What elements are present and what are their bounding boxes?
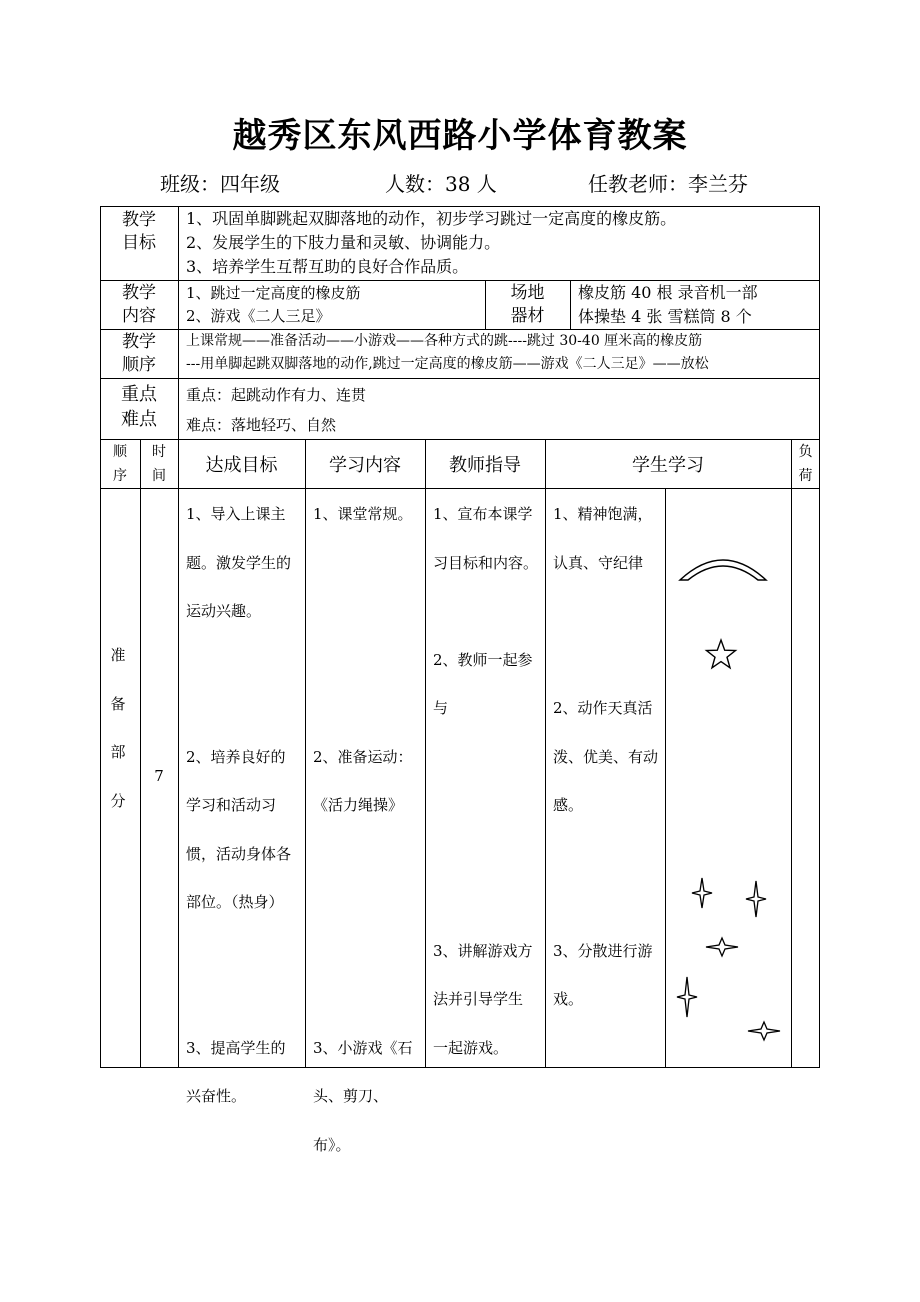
content-line: 《活力绳操》 bbox=[313, 796, 404, 814]
goal-item: 2、发展学生的下肢力量和灵敏、协调能力。 bbox=[186, 233, 501, 252]
teacher-line: 法并引导学生 bbox=[433, 990, 524, 1008]
goal-line: 惯，活动身体各 bbox=[186, 844, 292, 863]
keypoint-difficulty: 难点：落地轻巧、自然 bbox=[186, 416, 337, 434]
content-line: 3、小游戏《石 bbox=[313, 1038, 413, 1057]
sparkle-icon bbox=[677, 977, 697, 1017]
venue-divider bbox=[570, 280, 571, 329]
load-header: 负 荷 bbox=[798, 444, 813, 484]
equipment-item: 体操垫 4 张 雪糕筒 8 个 bbox=[578, 307, 752, 326]
goal-header: 达成目标 bbox=[205, 455, 278, 476]
content-header: 学习内容 bbox=[329, 455, 401, 476]
goal-line: 部位。（热身） bbox=[186, 893, 284, 911]
student-line: 认真、守纪律 bbox=[553, 553, 644, 572]
column-divider bbox=[791, 439, 792, 1068]
goals-label: 教学 目标 bbox=[122, 210, 156, 253]
teacher-line: 与 bbox=[433, 699, 449, 717]
row-divider bbox=[100, 488, 820, 489]
sequence-line: ---用单脚起跳双脚落地的动作,跳过一定高度的橡皮筋——游戏《二人三足》——放松 bbox=[186, 356, 709, 372]
student-line: 1、精神饱满， bbox=[553, 505, 653, 523]
content-column bbox=[313, 490, 413, 1169]
goal-column bbox=[186, 490, 291, 1121]
keypoints-label: 重点 难点 bbox=[121, 384, 157, 430]
teacher-header: 教师指导 bbox=[449, 455, 521, 476]
content-item: 1、跳过一定高度的橡皮筋 bbox=[186, 284, 361, 302]
content-line: 布》。 bbox=[313, 1135, 351, 1154]
goal-line: 学习和活动习 bbox=[186, 796, 277, 814]
sparkle-icon bbox=[706, 938, 738, 956]
goal-line: 3、提高学生的 bbox=[186, 1038, 286, 1057]
sparkle-icon bbox=[692, 878, 712, 908]
equipment-item: 橡皮筋 40 根 录音机一部 bbox=[578, 283, 758, 302]
order-header: 顺 序 bbox=[113, 444, 127, 484]
content-label: 教学 内容 bbox=[122, 283, 156, 326]
content-line: 1、课堂常规。 bbox=[313, 505, 413, 523]
teacher-line: 3、讲解游戏方 bbox=[433, 941, 533, 960]
content-item: 2、游戏《二人三足》 bbox=[186, 307, 331, 325]
student-column bbox=[553, 490, 658, 1024]
teacher-line: 习目标和内容。 bbox=[433, 553, 539, 572]
time-header: 时 间 bbox=[152, 444, 166, 484]
goal-line: 运动兴趣。 bbox=[186, 602, 262, 620]
column-divider bbox=[545, 439, 546, 1068]
content-line: 头、剪刀、 bbox=[313, 1087, 389, 1105]
count-label: 人数：38 人 bbox=[385, 172, 497, 196]
sparkle-icon bbox=[746, 881, 766, 917]
goal-line: 2、培养良好的 bbox=[186, 747, 286, 766]
teacher-line: 1、宣布本课学 bbox=[433, 505, 533, 523]
column-divider bbox=[178, 439, 179, 1068]
teacher-label: 任教老师：李兰芬 bbox=[588, 172, 748, 196]
sequence-label: 教学 顺序 bbox=[122, 332, 156, 375]
goal-line: 1、导入上课主 bbox=[186, 505, 286, 523]
student-line: 泼、优美、有动 bbox=[553, 747, 659, 766]
goal-line: 兴奋性。 bbox=[186, 1087, 247, 1105]
student-line: 戏。 bbox=[553, 990, 584, 1008]
sparkle-icon bbox=[748, 1022, 780, 1040]
label-column-divider bbox=[178, 206, 179, 439]
page-title: 越秀区东风西路小学体育教案 bbox=[232, 116, 688, 156]
star-icon bbox=[705, 639, 737, 669]
sequence-line: 上课常规——准备活动——小游戏——各种方式的跳----跳过 30-40 厘米高的橡皮筋 bbox=[186, 333, 703, 349]
venue-label: 场地 器材 bbox=[510, 283, 545, 326]
teacher-line: 2、教师一起参 bbox=[433, 650, 533, 669]
teacher-line: 一起游戏。 bbox=[433, 1038, 509, 1057]
goal-item: 1、巩固单脚跳起双脚落地的动作，初步学习跳过一定高度的橡皮筋。 bbox=[186, 209, 677, 228]
teacher-column bbox=[433, 490, 538, 1072]
row-divider bbox=[100, 378, 820, 379]
class-label: 班级：四年级 bbox=[160, 172, 280, 196]
keypoint-key: 重点：起跳动作有力、连贯 bbox=[186, 386, 367, 404]
column-divider bbox=[425, 439, 426, 1068]
column-divider bbox=[305, 439, 306, 1068]
arc-formation-icon bbox=[676, 558, 771, 588]
goal-item: 3、培养学生互帮互助的良好合作品质。 bbox=[186, 257, 469, 276]
student-line: 感。 bbox=[553, 796, 584, 814]
goal-line: 题。激发学生的 bbox=[186, 553, 292, 572]
section-time: 7 bbox=[154, 767, 164, 785]
column-divider bbox=[665, 488, 666, 1068]
content-line: 2、准备运动： bbox=[313, 747, 413, 766]
student-line: 2、动作天真活 bbox=[553, 699, 653, 717]
row-divider bbox=[100, 439, 820, 440]
section-name: 准 备 部 分 bbox=[110, 646, 126, 810]
student-line: 3、分散进行游 bbox=[553, 941, 653, 960]
student-header: 学生学习 bbox=[632, 455, 704, 476]
